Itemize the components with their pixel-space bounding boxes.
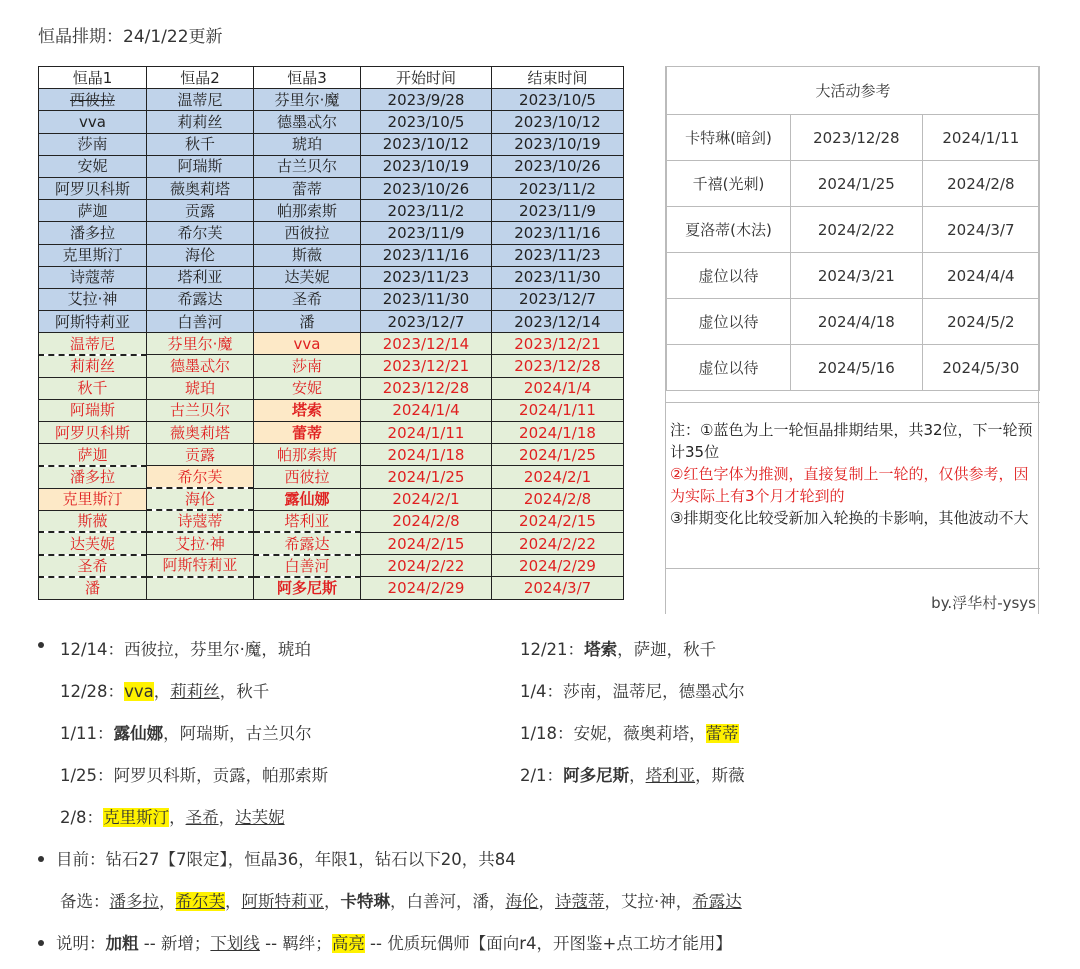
event-reference-cell: 夏洛蒂(木法) <box>667 207 791 253</box>
schedule-cell: 2023/12/14 <box>361 333 492 355</box>
schedule-header-cell: 恒晶3 <box>254 67 361 89</box>
schedule-cell: 莉莉丝 <box>147 111 254 133</box>
schedule-row <box>39 111 624 133</box>
schedule-cell: 诗蔻蒂 <box>39 266 147 288</box>
event-reference-cell: 2024/2/22 <box>791 207 923 253</box>
schedule-cell: 莎南 <box>254 355 361 377</box>
schedule-cell: 古兰贝尔 <box>254 155 361 177</box>
schedule-cell: 潘多拉 <box>39 222 147 244</box>
schedule-cell: 希露达 <box>147 288 254 310</box>
schedule-row <box>39 155 624 177</box>
schedule-cell: 2023/12/7 <box>492 288 624 310</box>
schedule-row <box>39 89 624 111</box>
schedule-cell: 斯薇 <box>254 244 361 266</box>
schedule-row <box>39 244 624 266</box>
schedule-cell: 2023/11/23 <box>361 266 492 288</box>
event-reference-cell: 2024/5/30 <box>922 345 1039 391</box>
event-reference-row <box>667 207 1040 253</box>
schedule-body <box>39 89 624 599</box>
schedule-cell: 阿罗贝科斯 <box>39 422 147 444</box>
schedule-cell: 2024/2/15 <box>361 532 492 554</box>
bullet-legend: 说明：加粗 -- 新增；下划线 -- 羁绊；高亮 -- 优质玩偶师【面向r4，开图鉴+点工坊才能用】 <box>38 930 732 954</box>
schedule-cell: 萨迦 <box>39 200 147 222</box>
schedule-cell: vva <box>39 111 147 133</box>
note-date-0111: 1/11：露仙娜，阿瑞斯，古兰贝尔 <box>60 724 312 743</box>
schedule-row <box>39 311 624 333</box>
schedule-cell: 希尔芙 <box>147 466 254 488</box>
schedule-cell: 白善河 <box>147 311 254 333</box>
schedule-cell: 2024/1/25 <box>492 444 624 466</box>
event-reference-cell: 2023/12/28 <box>791 115 923 161</box>
note-date-0201: 2/1：阿多尼斯，塔利亚，斯薇 <box>520 766 745 785</box>
schedule-row <box>39 466 624 488</box>
schedule-cell: 2024/2/8 <box>492 488 624 510</box>
schedule-cell: 西彼拉 <box>254 222 361 244</box>
schedule-cell: 2023/10/5 <box>361 111 492 133</box>
schedule-cell: 克里斯汀 <box>39 488 147 510</box>
schedule-cell: 艾拉·神 <box>147 532 254 554</box>
schedule-cell: 潘 <box>254 311 361 333</box>
schedule-cell: 蕾蒂 <box>254 177 361 199</box>
note-date-1221: 12/21：塔索，萨迦，秋千 <box>520 640 717 659</box>
event-reference-title: 大活动参考 <box>667 67 1040 115</box>
schedule-cell: 阿罗贝科斯 <box>39 177 147 199</box>
event-reference-cell: 虚位以待 <box>667 299 791 345</box>
schedule-cell: 圣希 <box>39 555 147 577</box>
schedule-row <box>39 222 624 244</box>
schedule-cell: 阿斯特莉亚 <box>39 311 147 333</box>
schedule-cell: 阿多尼斯 <box>254 577 361 599</box>
schedule-cell: 2023/9/28 <box>361 89 492 111</box>
schedule-cell: 2023/12/28 <box>361 377 492 399</box>
schedule-cell: 2024/2/29 <box>361 577 492 599</box>
event-reference-row <box>667 345 1040 391</box>
event-reference-row <box>667 115 1040 161</box>
schedule-row <box>39 510 624 532</box>
bullet-schedule <box>38 636 56 655</box>
schedule-row <box>39 133 624 155</box>
schedule-cell: 2023/11/30 <box>361 288 492 310</box>
schedule-cell: 2023/10/26 <box>361 177 492 199</box>
event-reference-cell: 2024/4/18 <box>791 299 923 345</box>
event-reference-panel <box>665 66 1039 614</box>
schedule-cell: 帕那索斯 <box>254 200 361 222</box>
note-date-0125: 1/25：阿罗贝科斯，贡露，帕那索斯 <box>60 766 329 785</box>
schedule-cell: 露仙娜 <box>254 488 361 510</box>
bullet-dot <box>38 940 44 946</box>
schedule-cell: 2023/11/9 <box>492 200 624 222</box>
schedule-cell: 安妮 <box>254 377 361 399</box>
schedule-cell: 2024/1/4 <box>361 399 492 421</box>
note-3: ③排期变化比较受新加入轮换的卡影响，其他波动不大 <box>670 509 1029 527</box>
event-reference-table <box>666 66 1040 391</box>
event-reference-cell: 2024/1/25 <box>791 161 923 207</box>
schedule-cell: 海伦 <box>147 488 254 510</box>
schedule-header-cell: 结束时间 <box>492 67 624 89</box>
schedule-row <box>39 577 624 599</box>
schedule-cell: 2023/10/19 <box>361 155 492 177</box>
schedule-cell: 2023/11/9 <box>361 222 492 244</box>
bullet-current: 目前：钻石27【7限定】，恒晶36，年限1，钻石以下20，共84 <box>38 846 516 870</box>
schedule-table <box>38 66 624 600</box>
schedule-cell: 希尔芙 <box>147 222 254 244</box>
schedule-cell: 2023/11/2 <box>492 177 624 199</box>
schedule-row <box>39 177 624 199</box>
note-1: 注：①蓝色为上一轮恒晶排期结果，共32位，下一轮预计35位 <box>670 421 1033 461</box>
schedule-cell: 2024/3/7 <box>492 577 624 599</box>
schedule-cell: 2024/2/1 <box>361 488 492 510</box>
schedule-header-row <box>39 67 624 89</box>
schedule-row <box>39 355 624 377</box>
schedule-cell: 2023/12/21 <box>361 355 492 377</box>
schedule-row <box>39 288 624 310</box>
note-date-1214: 12/14：西彼拉，芬里尔·魔，琥珀 <box>60 640 311 659</box>
schedule-header-cell: 开始时间 <box>361 67 492 89</box>
schedule-cell: 西彼拉 <box>254 466 361 488</box>
schedule-row <box>39 532 624 554</box>
schedule-cell: 达芙妮 <box>254 266 361 288</box>
event-reference-cell: 2024/4/4 <box>922 253 1039 299</box>
schedule-cell: 2023/10/19 <box>492 133 624 155</box>
schedule-cell: 2024/1/25 <box>361 466 492 488</box>
note-date-0104: 1/4：莎南，温蒂尼，德墨忒尔 <box>520 682 745 701</box>
schedule-row <box>39 333 624 355</box>
event-reference-row <box>667 253 1040 299</box>
note-date-0118: 1/18：安妮，薇奥莉塔，蕾蒂 <box>520 724 739 743</box>
schedule-row <box>39 422 624 444</box>
schedule-row <box>39 444 624 466</box>
event-reference-cell: 2024/3/21 <box>791 253 923 299</box>
schedule-cell: 2023/12/7 <box>361 311 492 333</box>
schedule-cell <box>147 577 254 599</box>
event-reference-cell: 千禧(光刺) <box>667 161 791 207</box>
schedule-cell: 2024/2/22 <box>492 532 624 554</box>
schedule-cell: 塔索 <box>254 399 361 421</box>
event-reference-cell: 2024/2/8 <box>922 161 1039 207</box>
schedule-cell: 2023/10/12 <box>492 111 624 133</box>
schedule-cell: 圣希 <box>254 288 361 310</box>
schedule-cell: 琥珀 <box>254 133 361 155</box>
note-date-1228: 12/28：vva，莉莉丝，秋千 <box>60 682 270 701</box>
schedule-cell: 2023/11/16 <box>361 244 492 266</box>
schedule-cell: 阿斯特莉亚 <box>147 555 254 577</box>
signature: by.浮华村-ysys <box>931 594 1036 612</box>
schedule-cell: 西彼拉 <box>39 89 147 111</box>
note-box <box>666 402 1040 569</box>
schedule-cell: 秋千 <box>147 133 254 155</box>
schedule-cell: 艾拉·神 <box>39 288 147 310</box>
page-title: 恒晶排期：24/1/22更新 <box>38 27 223 47</box>
schedule-cell: 2023/11/2 <box>361 200 492 222</box>
schedule-cell: 海伦 <box>147 244 254 266</box>
schedule-cell: 2023/12/21 <box>492 333 624 355</box>
note-alternates: 备选：潘多拉，希尔芙，阿斯特莉亚，卡特琳，白善河，潘，海伦，诗蔻蒂，艾拉·神，希露达 <box>60 892 742 911</box>
schedule-cell: 斯薇 <box>39 510 147 532</box>
event-reference-cell: 2024/5/2 <box>922 299 1039 345</box>
schedule-cell: 琥珀 <box>147 377 254 399</box>
event-reference-cell: 2024/3/7 <box>922 207 1039 253</box>
schedule-cell: 2024/1/4 <box>492 377 624 399</box>
schedule-cell: 2023/11/16 <box>492 222 624 244</box>
schedule-row <box>39 266 624 288</box>
schedule-cell: 莉莉丝 <box>39 355 147 377</box>
schedule-cell: 2024/2/1 <box>492 466 624 488</box>
schedule-cell: 达芙妮 <box>39 532 147 554</box>
schedule-row <box>39 200 624 222</box>
bullet-dot <box>38 642 44 648</box>
schedule-cell: 2024/1/18 <box>492 422 624 444</box>
schedule-cell: 秋千 <box>39 377 147 399</box>
schedule-cell: 2024/2/8 <box>361 510 492 532</box>
schedule-cell: 薇奥莉塔 <box>147 422 254 444</box>
event-reference-row <box>667 161 1040 207</box>
event-reference-cell: 虚位以待 <box>667 253 791 299</box>
schedule-cell: 2023/10/12 <box>361 133 492 155</box>
schedule-cell: 贡露 <box>147 444 254 466</box>
schedule-cell: 薇奥莉塔 <box>147 177 254 199</box>
schedule-cell: 2023/12/28 <box>492 355 624 377</box>
schedule-cell: 希露达 <box>254 532 361 554</box>
schedule-cell: 克里斯汀 <box>39 244 147 266</box>
schedule-cell: 蕾蒂 <box>254 422 361 444</box>
schedule-header-cell: 恒晶1 <box>39 67 147 89</box>
schedule-header-cell: 恒晶2 <box>147 67 254 89</box>
schedule-cell: vva <box>254 333 361 355</box>
schedule-cell: 芬里尔·魔 <box>254 89 361 111</box>
schedule-cell: 2023/11/30 <box>492 266 624 288</box>
schedule-cell: 白善河 <box>254 555 361 577</box>
schedule-cell: 莎南 <box>39 133 147 155</box>
schedule-cell: 安妮 <box>39 155 147 177</box>
schedule-row <box>39 399 624 421</box>
schedule-cell: 温蒂尼 <box>39 333 147 355</box>
schedule-cell: 2024/2/29 <box>492 555 624 577</box>
schedule-cell: 德墨忒尔 <box>254 111 361 133</box>
schedule-cell: 潘多拉 <box>39 466 147 488</box>
schedule-cell: 2024/2/22 <box>361 555 492 577</box>
schedule-cell: 芬里尔·魔 <box>147 333 254 355</box>
event-reference-row <box>667 299 1040 345</box>
schedule-cell: 2024/1/11 <box>361 422 492 444</box>
schedule-cell: 2024/2/15 <box>492 510 624 532</box>
note-2: ②红色字体为推测，直接复制上一轮的，仅供参考，因为实际上有3个月才轮到的 <box>670 465 1029 505</box>
event-reference-cell: 虚位以待 <box>667 345 791 391</box>
schedule-cell: 塔利亚 <box>147 266 254 288</box>
schedule-cell: 温蒂尼 <box>147 89 254 111</box>
schedule-row <box>39 377 624 399</box>
schedule-cell: 2023/10/26 <box>492 155 624 177</box>
schedule-cell: 2024/1/18 <box>361 444 492 466</box>
schedule-cell: 2023/11/23 <box>492 244 624 266</box>
schedule-cell: 阿瑞斯 <box>147 155 254 177</box>
schedule-cell: 2024/1/11 <box>492 399 624 421</box>
schedule-cell: 阿瑞斯 <box>39 399 147 421</box>
schedule-cell: 古兰贝尔 <box>147 399 254 421</box>
schedule-cell: 2023/10/5 <box>492 89 624 111</box>
schedule-cell: 帕那索斯 <box>254 444 361 466</box>
bullet-dot <box>38 856 44 862</box>
schedule-cell: 诗蔻蒂 <box>147 510 254 532</box>
schedule-cell: 贡露 <box>147 200 254 222</box>
schedule-row <box>39 488 624 510</box>
schedule-cell: 德墨忒尔 <box>147 355 254 377</box>
event-reference-cell: 2024/1/11 <box>922 115 1039 161</box>
schedule-cell: 萨迦 <box>39 444 147 466</box>
schedule-row <box>39 555 624 577</box>
note-date-0208: 2/8：克里斯汀，圣希，达芙妮 <box>60 808 285 827</box>
schedule-cell: 塔利亚 <box>254 510 361 532</box>
event-reference-cell: 卡特琳(暗剑) <box>667 115 791 161</box>
schedule-cell: 潘 <box>39 577 147 599</box>
event-reference-cell: 2024/5/16 <box>791 345 923 391</box>
schedule-cell: 2023/12/14 <box>492 311 624 333</box>
